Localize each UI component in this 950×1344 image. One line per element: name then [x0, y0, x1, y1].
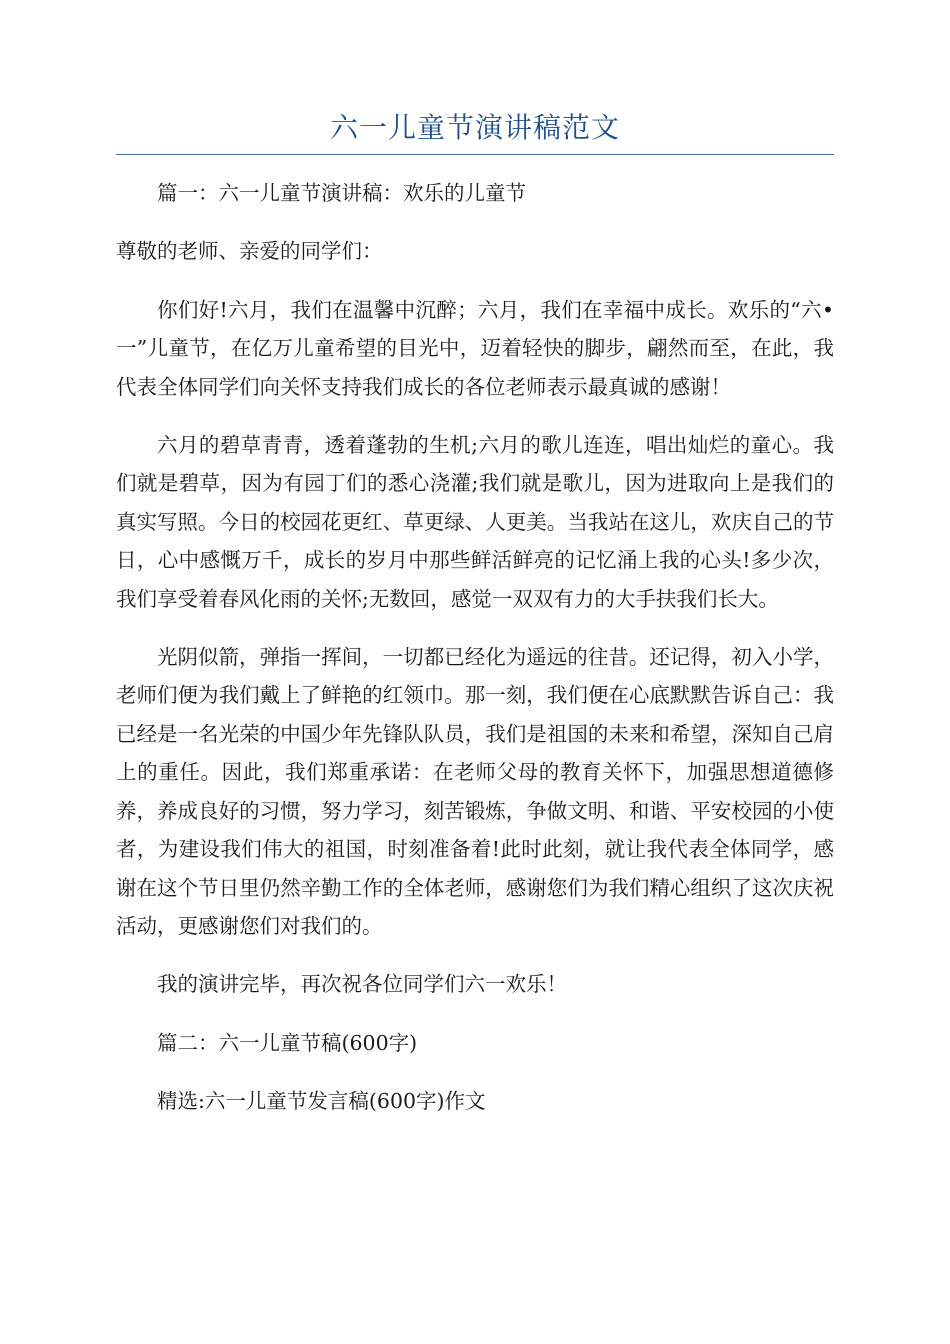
section-heading-1: 篇一：六一儿童节演讲稿：欢乐的儿童节 [157, 181, 526, 205]
paragraph-june: 六月的碧草青青，透着蓬勃的生机;六月的歌儿连连，唱出灿烂的童心。我们就是碧草，因为有园丁们的悉心浇灌;我们就是歌儿，因为进取向上是我们的真实写照。今日的校园花更红、草更绿、人更美。当我站在这儿，欢庆自己的节日，心中感慨万千，成长的岁月中那些鲜活鲜亮的记忆涌上我的心头!多少次，我们享受着春风化雨的关怀;无数回，感觉一双双有力的大手扶我们长大。 [116, 433, 834, 611]
paragraph-time: 光阴似箭，弹指一挥间，一切都已经化为遥远的往昔。还记得，初入小学，老师们便为我们戴上了鲜艳的红领巾。那一刻，我们便在心底默默告诉自己：我已经是一名光荣的中国少年先锋队队员，我们是祖国的未来和希望，深知自己肩上的重任。因此，我们郑重承诺：在老师父母的教育关怀下，加强思想道德修养，养成良好的习惯，努力学习，刻苦锻炼，争做文明、和谐、平安校园的小使者，为建设我们伟大的祖国，时刻准备着!此时此刻，就让我代表全体同学，感谢在这个节日里仍然辛勤工作的全体老师，感谢您们为我们精心组织了这次庆祝活动，更感谢您们对我们的。 [116, 645, 834, 938]
title-underline [116, 154, 834, 155]
paragraph-greeting: 你们好!六月，我们在温馨中沉醉；六月，我们在幸福中成长。欢乐的“六•一”儿童节，在亿万儿童希望的目光中，迈着轻快的脚步，翩然而至，在此，我代表全体同学们向关怀支持我们成长的各位老师表示最真诚的感谢！ [116, 297, 834, 399]
paragraph-selected: 精选:六一儿童节发言稿(600字)作文 [157, 1089, 486, 1114]
paragraph-closing: 我的演讲完毕，再次祝各位同学们六一欢乐！ [157, 972, 567, 997]
document-body [116, 174, 834, 1141]
salutation: 尊敬的老师、亲爱的同学们： [116, 239, 383, 264]
document-title: 六一儿童节演讲稿范文 [329, 111, 620, 144]
section-heading-2: 篇二：六一儿童节稿(600字) [157, 1030, 418, 1055]
